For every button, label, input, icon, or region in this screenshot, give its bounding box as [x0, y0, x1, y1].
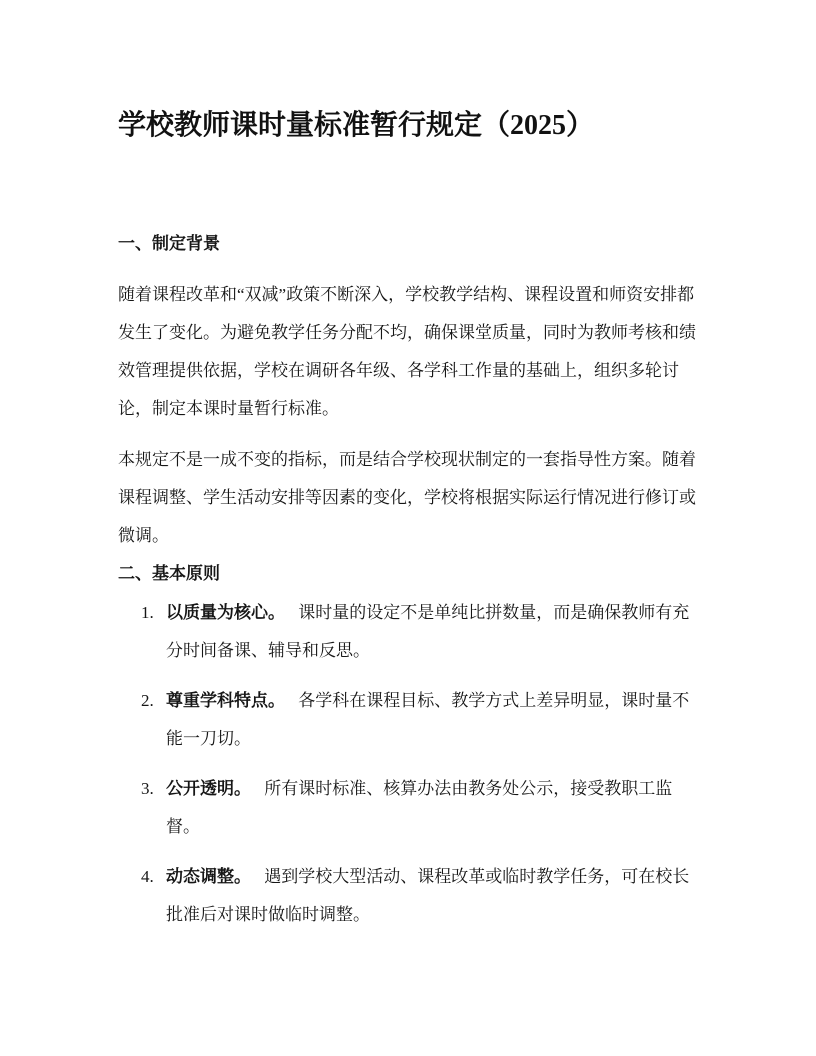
list-item-text: 遇到学校大型活动、课程改革或临时教学任务，可在校长批准后对课时做临时调整。: [166, 867, 690, 924]
list-item-number: 3.: [141, 779, 154, 798]
paragraph-background-2: 本规定不是一成不变的指标，而是结合学校现状制定的一套指导性方案。随着课程调整、学生活动安排等因素的变化，学校将根据实际运行情况进行修订或微调。: [118, 450, 696, 545]
list-item: [118, 770, 697, 846]
list-item-label: 公开透明。: [166, 779, 251, 798]
list-item-number: 2.: [141, 691, 154, 710]
list-item-text: 课时量的设定不是单纯比拼数量，而是确保教师有充分时间备课、辅导和反思。: [166, 603, 690, 660]
list-item-label: 动态调整。: [166, 867, 251, 886]
list-item-text: 各学科在课程目标、教学方式上差异明显，课时量不能一刀切。: [166, 691, 690, 748]
list-item-number: 1.: [141, 603, 154, 622]
section-heading-background: 一、制定背景: [118, 234, 220, 253]
list-item-text: 所有课时标准、核算办法由教务处公示，接受教职工监督。: [166, 779, 673, 836]
list-item-label: 以质量为核心。: [166, 603, 285, 622]
principles-list: [118, 594, 697, 934]
list-item: [118, 682, 697, 758]
section-heading-principles: 二、基本原则: [118, 564, 220, 583]
document-title: 学校教师课时量标准暂行规定（2025）: [118, 110, 595, 141]
paragraph-background-1: 随着课程改革和“双减”政策不断深入，学校教学结构、课程设置和师资安排都发生了变化。为避免教学任务分配不均，确保课堂质量，同时为教师考核和绩效管理提供依据，学校在调研各年级、各学科工作量的基础上，组织多轮讨论，制定本课时量暂行标准。: [118, 285, 696, 418]
list-item: [118, 858, 697, 934]
list-item-label: 尊重学科特点。: [166, 691, 285, 710]
list-item: [118, 594, 697, 670]
list-item-number: 4.: [141, 867, 154, 886]
